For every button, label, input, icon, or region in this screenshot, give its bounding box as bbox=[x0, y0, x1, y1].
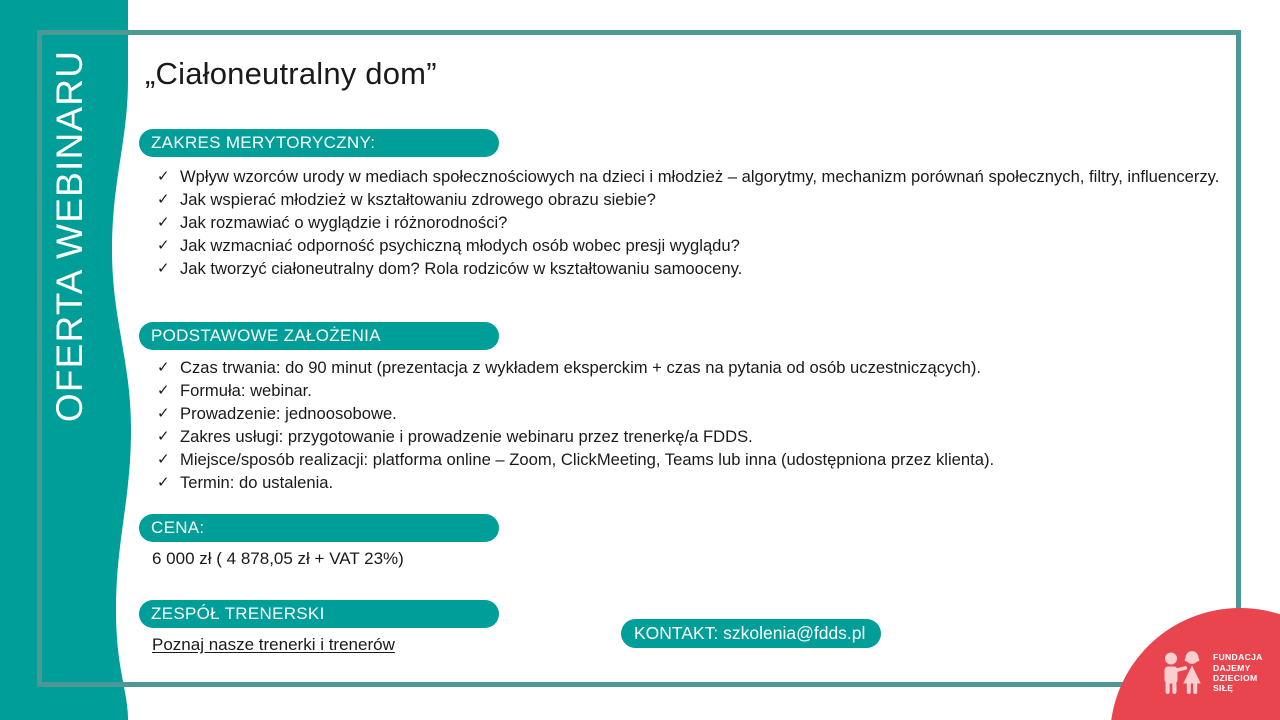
check-icon: ✓ bbox=[157, 359, 170, 376]
check-icon: ✓ bbox=[157, 168, 170, 185]
list-item-text: Jak rozmawiać o wyglądzie i różnorodności? bbox=[180, 213, 508, 233]
scope-bullet-list bbox=[150, 166, 1228, 281]
list-item-text: Zakres usługi: przygotowanie i prowadzenie webinaru przez trenerkę/a FDDS. bbox=[180, 427, 753, 447]
logo-line-3: DZIECIOM bbox=[1213, 673, 1258, 683]
logo-line-1: FUNDACJA bbox=[1213, 652, 1263, 663]
check-icon: ✓ bbox=[157, 474, 170, 492]
two-children-icon bbox=[1159, 651, 1207, 695]
list-item bbox=[150, 449, 1210, 472]
list-item bbox=[150, 472, 1210, 495]
content-area bbox=[128, 30, 1241, 687]
list-item-text: Wpływ wzorców urody w mediach społecznościowych na dzieci i młodzież – algorytmy, mechanizm porównań społecznych, filtry, influencerzy. bbox=[180, 167, 1220, 186]
logo-wordmark bbox=[1213, 652, 1263, 694]
list-item bbox=[150, 403, 1210, 426]
foundation-logo bbox=[1102, 600, 1280, 720]
check-icon: ✓ bbox=[157, 214, 170, 232]
page-title: „Ciałoneutralny dom” bbox=[145, 56, 437, 91]
section-heading-trainers: ZESPÓŁ TRENERSKI bbox=[139, 600, 499, 628]
list-item-text: Jak wspierać młodzież w kształtowaniu zdrowego obrazu siebie? bbox=[180, 190, 656, 210]
list-item-text: Miejsce/sposób realizacji: platforma online – Zoom, ClickMeeting, Teams lub inna (udostępniona przez klienta). bbox=[180, 450, 995, 470]
list-item-text: Prowadzenie: jednoosobowe. bbox=[180, 404, 397, 424]
check-icon: ✓ bbox=[157, 405, 170, 423]
section-heading-scope: ZAKRES MERYTORYCZNY: bbox=[139, 129, 499, 157]
list-item bbox=[150, 166, 1228, 189]
trainers-link[interactable]: Poznaj nasze trenerki i trenerów bbox=[152, 635, 395, 654]
section-heading-price: CENA: bbox=[139, 514, 499, 542]
list-item bbox=[150, 189, 1228, 212]
logo-content bbox=[1159, 651, 1263, 695]
check-icon: ✓ bbox=[157, 191, 170, 209]
check-icon: ✓ bbox=[157, 428, 170, 446]
list-item-text: Jak wzmacniać odporność psychiczną młodych osób wobec presji wyglądu? bbox=[180, 236, 740, 256]
list-item bbox=[150, 212, 1228, 235]
list-item-text: Czas trwania: do 90 minut (prezentacja z wykładem eksperckim + czas na pytania od osób uczestniczących). bbox=[180, 358, 982, 377]
list-item bbox=[150, 357, 1210, 380]
sidebar-title: OFERTA WEBINARU bbox=[49, 49, 90, 423]
logo-line-2: DAJEMY bbox=[1213, 662, 1251, 673]
list-item bbox=[150, 235, 1228, 258]
list-item bbox=[150, 426, 1210, 449]
list-item-text: Jak tworzyć ciałoneutralny dom? Rola rodziców w kształtowaniu samooceny. bbox=[180, 259, 743, 279]
assumptions-bullet-list bbox=[150, 357, 1210, 496]
list-item bbox=[150, 258, 1228, 281]
logo-line-4: SIŁĘ bbox=[1213, 683, 1234, 694]
contact-banner[interactable]: KONTAKT: szkolenia@fdds.pl bbox=[621, 619, 881, 648]
check-icon: ✓ bbox=[157, 382, 170, 400]
check-icon: ✓ bbox=[157, 451, 170, 469]
list-item bbox=[150, 380, 1210, 403]
check-icon: ✓ bbox=[157, 260, 170, 278]
price-value: 6 000 zł ( 4 878,05 zł + VAT 23%) bbox=[152, 549, 404, 568]
list-item-text: Formuła: webinar. bbox=[180, 381, 312, 401]
list-item-text: Termin: do ustalenia. bbox=[180, 473, 334, 493]
section-heading-assumptions: PODSTAWOWE ZAŁOŻENIA bbox=[139, 322, 499, 350]
check-icon: ✓ bbox=[157, 237, 170, 255]
